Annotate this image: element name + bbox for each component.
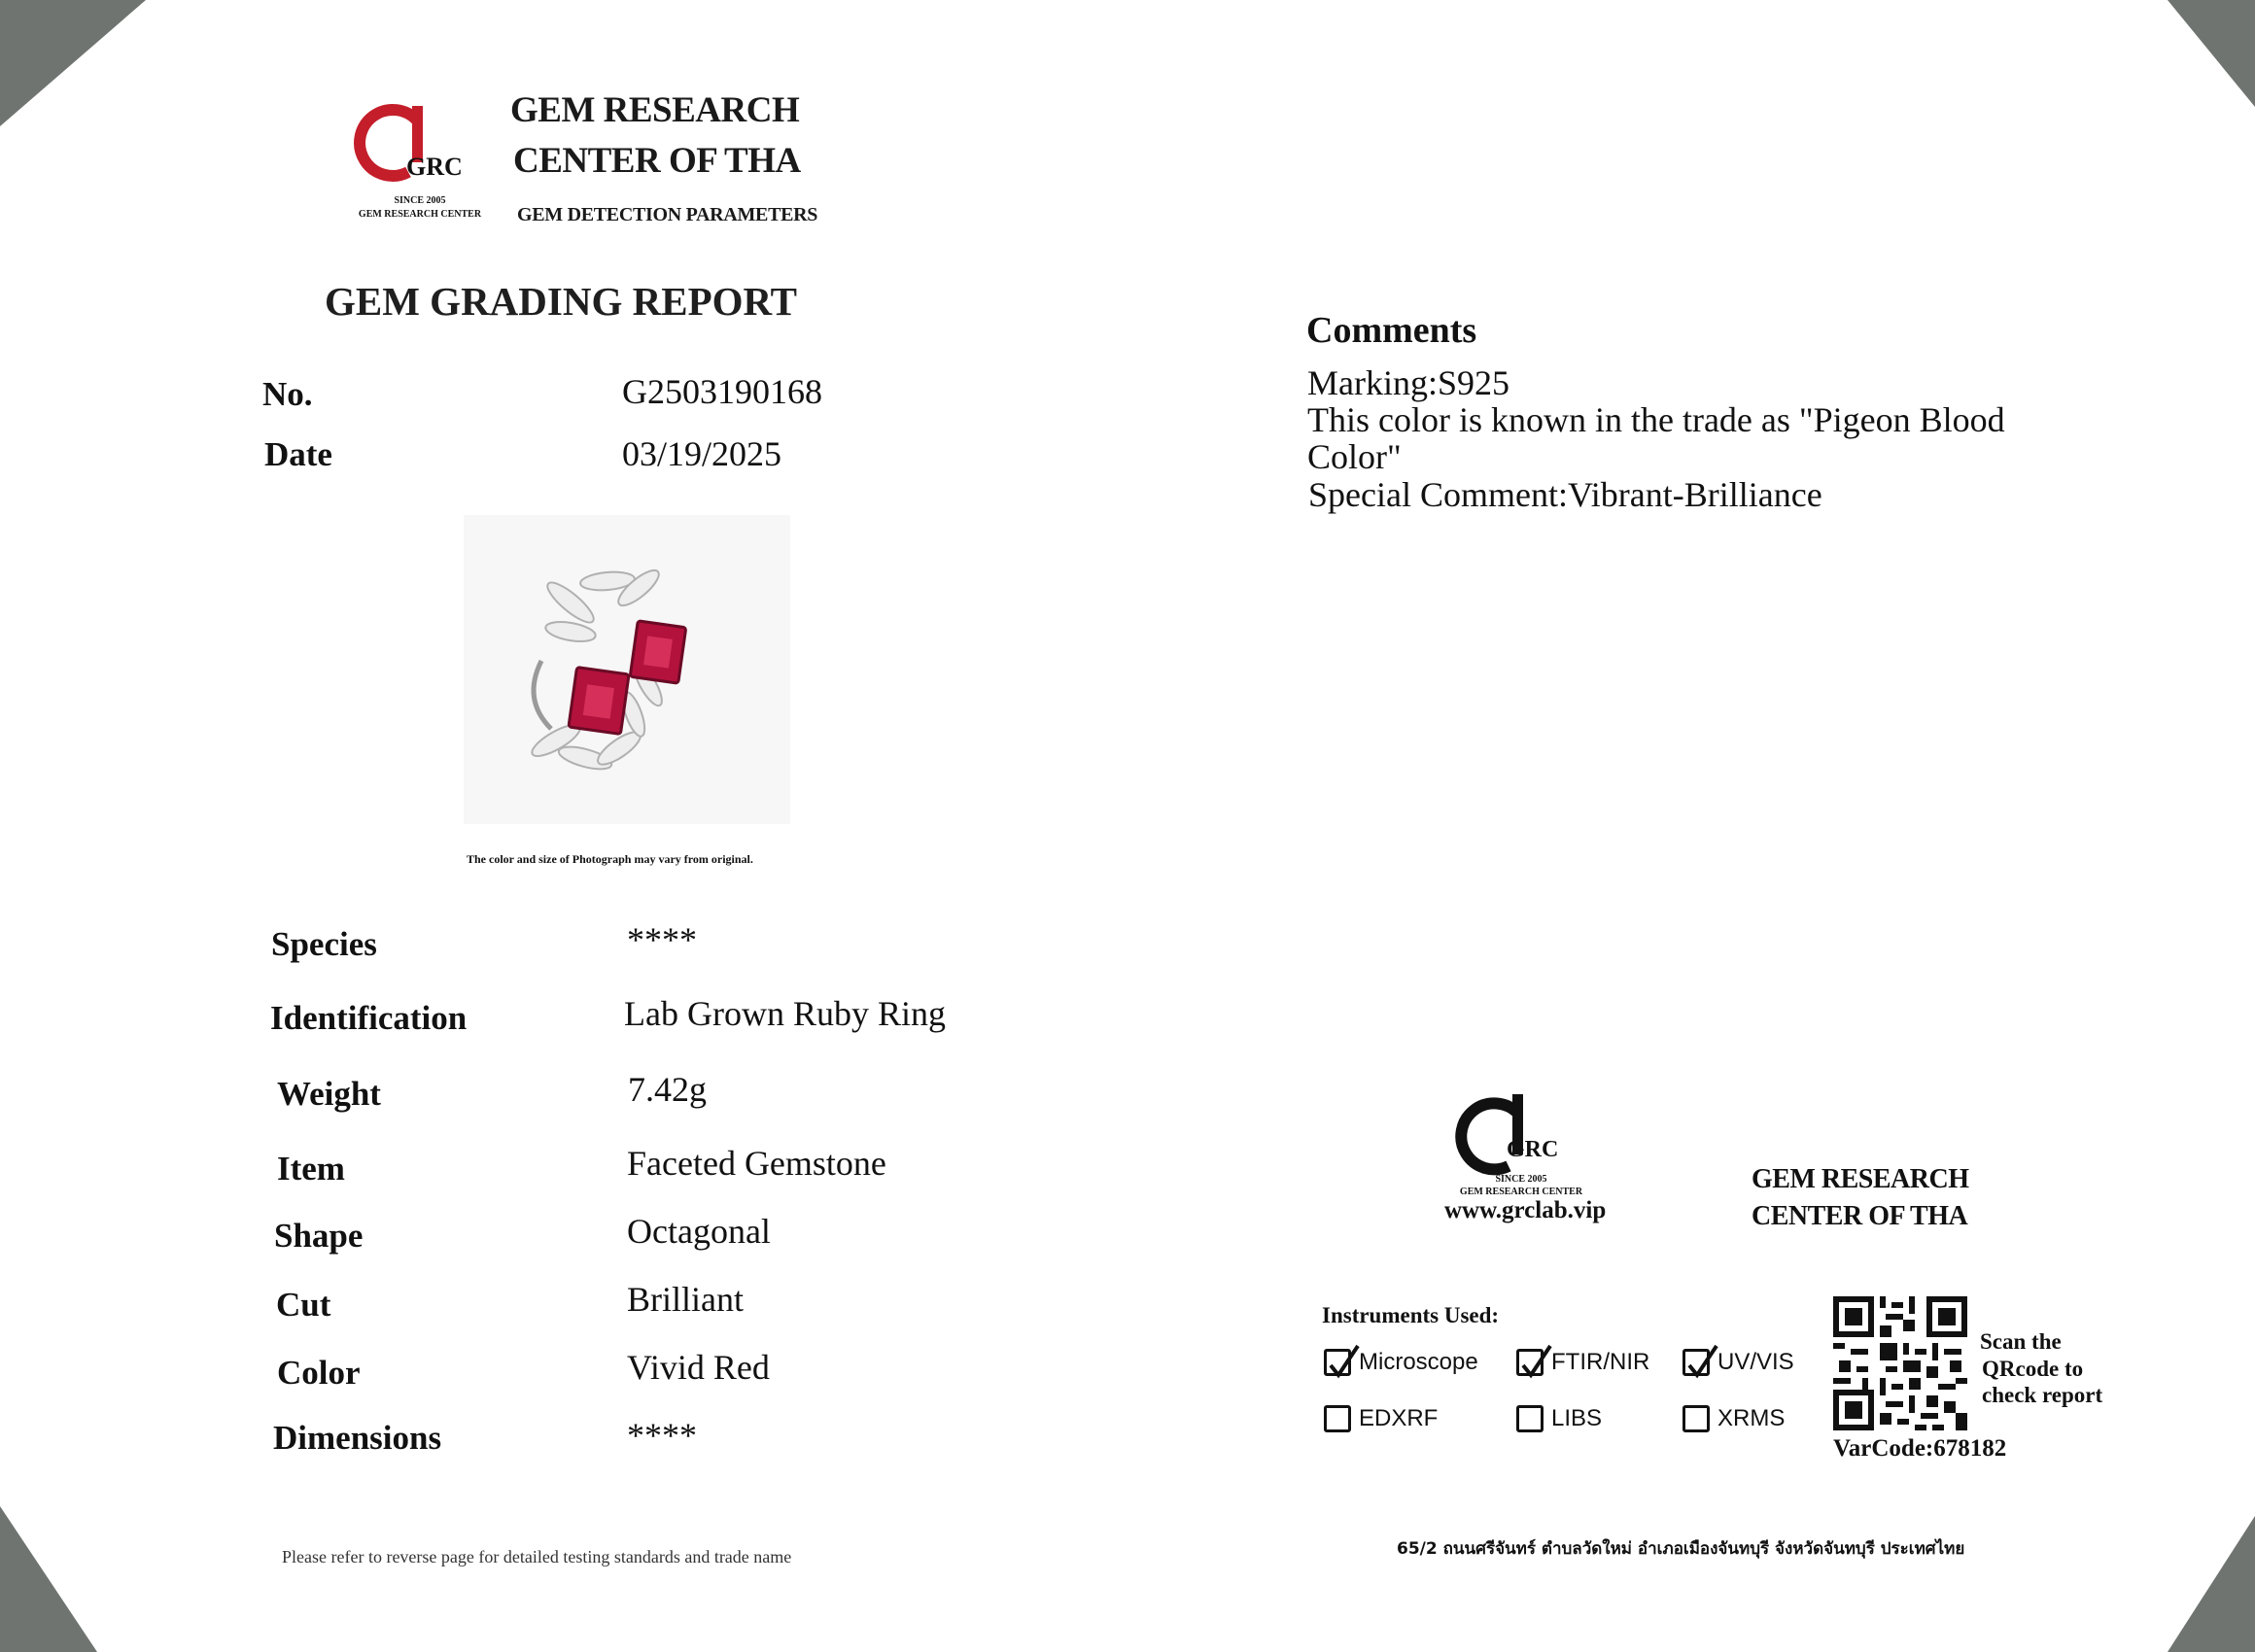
field-label-cut: Cut xyxy=(276,1286,331,1324)
brand-subtitle: GEM DETECTION PARAMETERS xyxy=(517,204,818,225)
field-value-item: Faceted Gemstone xyxy=(627,1144,886,1183)
instrument-label: LIBS xyxy=(1551,1405,1603,1431)
instrument-xrms xyxy=(1683,1405,1785,1432)
footer-address: 65/2 ถนนศรีจันทร์ ตำบลวัดใหม่ อำเภอเมืองจันทบุรี จังหวัดจันทบุรี ประเทศไทย xyxy=(1397,1539,1965,1559)
qr-varcode: VarCode:678182 xyxy=(1833,1435,2007,1462)
checkbox-checked-icon xyxy=(1324,1349,1351,1376)
instrument-label: XRMS xyxy=(1717,1405,1786,1431)
field-label-color: Color xyxy=(277,1354,361,1392)
field-value-dimensions: **** xyxy=(627,1416,697,1455)
corner-bottom-right xyxy=(2168,1516,2255,1652)
corner-top-right xyxy=(2168,0,2255,107)
report-date-label: Date xyxy=(264,435,332,473)
field-value-shape: Octagonal xyxy=(627,1212,771,1251)
field-value-color: Vivid Red xyxy=(627,1348,770,1387)
checkbox-checked-icon xyxy=(1516,1349,1544,1376)
instrument-label: EDXRF xyxy=(1359,1405,1439,1431)
checkbox-unchecked-icon xyxy=(1683,1405,1710,1432)
grc-seal-since: SINCE 2005 xyxy=(1495,1174,1547,1185)
field-label-dimensions: Dimensions xyxy=(273,1419,442,1457)
checkbox-unchecked-icon xyxy=(1324,1405,1351,1432)
footer-reverse-note: Please refer to reverse page for detailed testing standards and trade name xyxy=(282,1547,792,1566)
seal-brand-line-2: CENTER OF THA xyxy=(1752,1201,1968,1231)
corner-bottom-left xyxy=(0,1506,97,1652)
field-label-weight: Weight xyxy=(277,1075,381,1113)
instrument-libs xyxy=(1516,1405,1602,1432)
instrument-microscope xyxy=(1324,1349,1478,1376)
field-value-cut: Brilliant xyxy=(627,1280,744,1319)
qr-scan-line-1: Scan the xyxy=(1980,1329,2062,1354)
instrument-uv-vis xyxy=(1683,1349,1794,1376)
report-date-value: 03/19/2025 xyxy=(622,434,782,473)
field-value-weight: 7.42g xyxy=(628,1070,707,1109)
field-label-shape: Shape xyxy=(274,1217,364,1255)
brand-line-2: CENTER OF THA xyxy=(513,141,801,181)
field-label-identification: Identification xyxy=(270,999,468,1037)
seal-brand-line-1: GEM RESEARCH xyxy=(1752,1164,1969,1194)
grc-seal-abbr: GRC xyxy=(1507,1137,1559,1162)
seal-website[interactable]: www.grclab.vip xyxy=(1444,1197,1607,1223)
grc-logo-center: GEM RESEARCH CENTER xyxy=(358,209,482,220)
comment-line-3: Color" xyxy=(1307,437,1402,476)
comments-heading: Comments xyxy=(1306,310,1477,351)
corner-top-left xyxy=(0,0,146,126)
instrument-label: FTIR/NIR xyxy=(1551,1349,1650,1375)
report-no-value: G2503190168 xyxy=(622,372,822,411)
field-label-item: Item xyxy=(277,1150,345,1187)
ruby-ring-image xyxy=(464,515,790,824)
gem-photo xyxy=(464,515,790,824)
grc-logo xyxy=(352,102,488,226)
brand-line-1: GEM RESEARCH xyxy=(510,90,800,130)
instrument-label: Microscope xyxy=(1359,1349,1478,1375)
instruments-label: Instruments Used: xyxy=(1322,1303,1500,1327)
qr-code-icon[interactable] xyxy=(1833,1296,1967,1430)
grc-seal-center: GEM RESEARCH CENTER xyxy=(1459,1187,1583,1197)
checkbox-unchecked-icon xyxy=(1516,1405,1544,1432)
qr-scan-line-3: check report xyxy=(1982,1383,2103,1407)
grc-seal-mark-icon xyxy=(1448,1090,1594,1178)
instrument-label: UV/VIS xyxy=(1717,1349,1794,1375)
instrument-ftir-nir xyxy=(1516,1349,1649,1376)
comment-line-2: This color is known in the trade as "Pigeon Blood xyxy=(1307,400,2005,439)
qr-scan-line-2: QRcode to xyxy=(1982,1357,2084,1381)
grc-logo-since: SINCE 2005 xyxy=(394,195,446,206)
comment-line-4: Special Comment:Vibrant-Brilliance xyxy=(1308,475,1822,514)
checkbox-checked-icon xyxy=(1683,1349,1710,1376)
report-no-label: No. xyxy=(262,375,313,413)
field-value-species: **** xyxy=(627,920,697,959)
grc-logo-abbr: GRC xyxy=(406,153,463,181)
comment-line-1: Marking:S925 xyxy=(1307,363,1510,402)
photo-disclaimer: The color and size of Photograph may vary from original. xyxy=(467,852,753,866)
report-title: GEM GRADING REPORT xyxy=(325,279,798,324)
field-value-identification: Lab Grown Ruby Ring xyxy=(624,994,946,1033)
instrument-edxrf xyxy=(1324,1405,1438,1432)
field-label-species: Species xyxy=(271,925,377,963)
